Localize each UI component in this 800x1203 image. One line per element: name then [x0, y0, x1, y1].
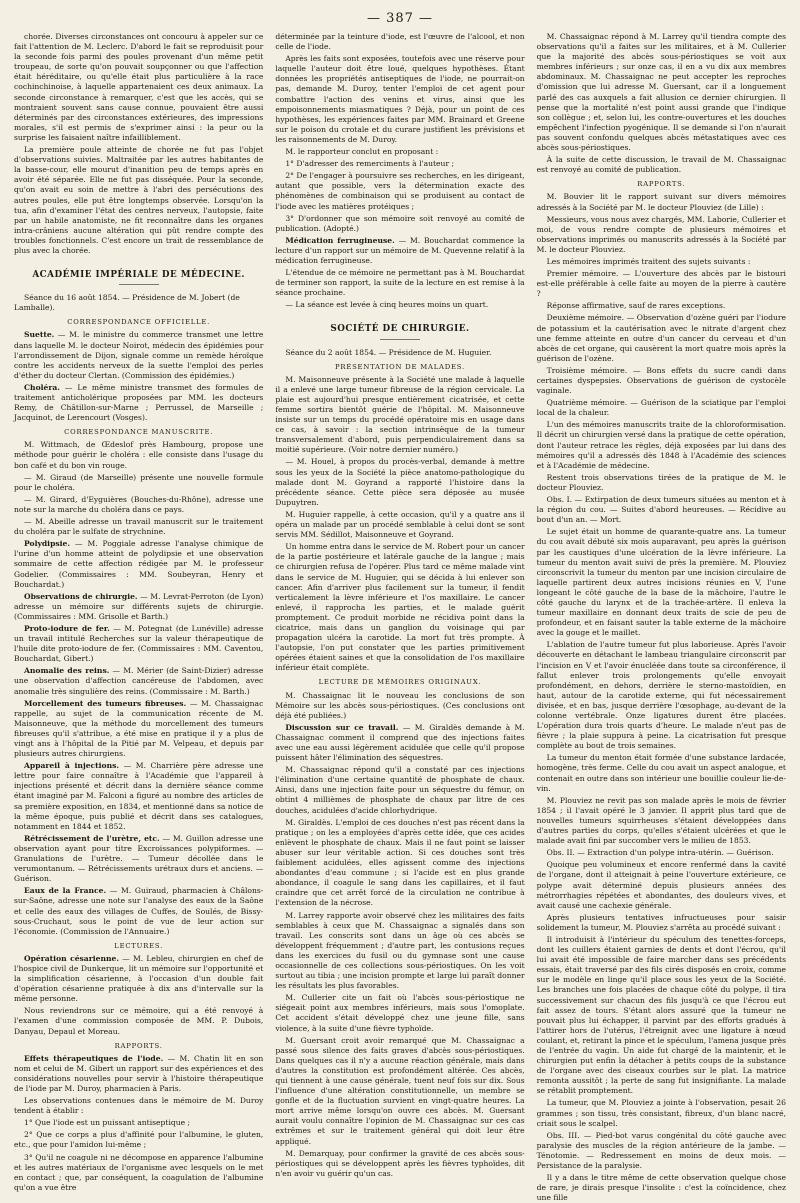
paragraph	[275, 510, 524, 540]
paragraph	[537, 495, 786, 525]
paragraph-text: — La séance est levée à cinq heures moins un quart.	[285, 300, 489, 310]
paragraph	[537, 1173, 786, 1203]
paragraph-lead: Proto-iodure de fer.	[24, 623, 110, 633]
paragraph-text: Les mémoires imprimés traitent des sujets suivants :	[546, 256, 751, 266]
paragraph-text: M. Wittmach, de Œdeslof près Hambourg, propose une méthode pour guérir le choléra : elle consiste dans l'usage du bon café et du bon vin rouge.	[14, 440, 264, 470]
paragraph-lead: Observations de chirurgie.	[24, 591, 138, 601]
paragraph	[537, 313, 786, 363]
paragraph-text: M. Bouvier lit le rapport suivant sur divers mémoires adressés à la Société par M. le docteur Plouviez (de Lille) :	[536, 192, 786, 212]
paragraph-text: Quoique peu volumineux et encore renfermé dans la cavité de l'organe, dont il atteignait à peine l'ouverture extérieure, ce polype avait déterminé depuis plusieurs années des métrorrhagies répétées et abondantes, des douleurs vives, et avait causé une cachexie générale.	[536, 860, 786, 910]
paragraph	[537, 860, 786, 910]
paragraph	[537, 913, 786, 933]
paragraph	[537, 420, 786, 470]
heading-rule	[119, 284, 159, 285]
paragraph-text: 2° De l'engager à poursuivre ses recherches, en les dirigeant, autant que possible, vers la détermination exacte des phénomènes de combinaison qui se produisent au contact de l'iode avec les matières protéiques ;	[275, 171, 525, 211]
paragraph	[275, 375, 524, 456]
paragraph-text: La tumeur, que M. Plouviez a jointe à l'observation, pesait 26 grammes ; son tissu, très consistant, fibreux, d'un blanc nacré, criait sous le scalpel.	[536, 1098, 786, 1128]
paragraph-lead: Rétrécissement de l'urètre, etc.	[24, 833, 160, 843]
paragraph-text: M. Maisonneuve présente à la Société une malade à laquelle il a enlevé une large tumeur fibreuse de la région cervicale. La plaie est aujourd'hui presque entièrement cicatrisée, et cette femme sortira bientôt guérie de l'hôpital. M. Maisonneuve insiste sur un temps du procédé opératoire mis en usage dans ce cas, à savoir : la section intrinsèque de la tumeur transversalement d'abord, puis perpendiculairement dans sa moitié supérieure. (Voir notre dernier numéro.)	[275, 374, 525, 455]
paragraph	[275, 542, 524, 673]
paragraph-text: Troisième mémoire. — Bons effets du sucre candi dans certaines dyspepsies. Observations de guérison de cystocèle vaginale.	[536, 365, 786, 396]
paragraph	[14, 473, 263, 493]
paragraph-text: M. Chassaignac répond à M. Larrey qu'il tiendra compte des observations qu'il a faites sur les militaires, et à M. Cullerier que la majorité des abcès sous-périostiques se voit aux membres inférieurs ; sur onze cas, il en a vu dix aux membres abdominaux. M. Chassaignac ne peut accepter les reproches d'omission que lui adresse M. Guersant, car il a longuement parlé des cas auxquels a fait allusion ce dernier chirurgien. Il pense que la mortalité n'est point aussi grande que l'indique son collègue ; et, selon lui, les contre-ouvertures et les douches empêchent l'infection pyogénique. Il se demande si l'on n'aurait pas souvent confondu quelques abcès métastatiques avec ces abcès sous-périostiques.	[536, 32, 786, 153]
paragraph	[14, 440, 263, 470]
paragraph-lead: Effets thérapeutiques de l'iode.	[24, 1053, 164, 1063]
subsection-heading: RAPPORTS.	[637, 180, 686, 189]
paragraph	[275, 171, 524, 211]
paragraph-text: La tumeur du menton était formée d'une substance lardacée, homogène, très ferme. Celle du cou avait un aspect analogue, et contenait en outre dans son intérieur une bouillie couleur lie-de-vin.	[536, 753, 786, 793]
paragraph	[537, 527, 786, 638]
paragraph-text: M. Giraldès. L'emploi de ces douches n'est pas récent dans la pratique ; on les a employées d'après cette idée, que ces acides enlèvent le phosphate de chaux. Mais il ne faut point se laisser abuser sur leur véritable action. Si ces douches sont très faiblement acidulées, elles agissent comme des injections abondantes d'eau commune ; si l'acide est en plus grande abondance, il coagule le sang dans les capillaires, et il faut craindre que cet arrêt forcé de la circulation ne contribue à l'extension de la nécrose.	[275, 817, 525, 908]
paragraph	[275, 457, 524, 507]
paragraph-text: Après plusieurs tentatives infructueuses pour saisir solidement la tumeur, M. Plouviez s'arrêta au procédé suivant :	[536, 912, 786, 932]
paragraph	[275, 691, 524, 721]
paragraph	[537, 796, 786, 846]
paragraph	[537, 1131, 786, 1171]
paragraph	[537, 155, 786, 175]
paragraph	[14, 1054, 263, 1094]
paragraph-text: — M. Chassaignac rappelle, au sujet de la communication récente de M. Maisonneuve, que la méthode du morcellement des tumeurs fibreuses qu'il s'attribue, a été mise en pratique il y a plus de vingt ans à l'hôpital de la Pitié par M. Velpeau, et depuis par plusieurs autres chirurgiens.	[14, 698, 264, 759]
paragraph-text: — M. Girard, d'Eyguières (Bouches-du-Rhône), adresse une note sur la marche du choléra dans ce pays.	[14, 494, 264, 514]
column-right	[536, 32, 786, 1203]
subsection-heading: CORRESPONDANCE MANUSCRITE.	[64, 428, 214, 437]
paragraph	[275, 300, 524, 310]
paragraph	[14, 834, 263, 884]
paragraph	[537, 269, 786, 299]
paragraph-text: — Le même ministre transmet des formules de traitement anticholérique proposées par MM. les docteurs Remy, de Châtillon-sur-Marne ; Perrussel, de Marseille ; Jacquinot, de Lerencourt (Vosges).	[14, 382, 264, 423]
paragraph-lead: Eaux de la France.	[24, 886, 107, 896]
paragraph-lead: Choléra.	[24, 382, 60, 392]
paragraph-text: — M. Mérier (de Saint-Dizier) adresse une observation d'affection cancéreuse de l'abdomen, avec anomalie très singulière des reins. (Commissaire : M. Barth.)	[14, 666, 264, 696]
column-middle	[275, 32, 524, 1182]
paragraph	[14, 1006, 263, 1036]
paragraph-text: — M. Guiraud, pharmacien à Châlons-sur-Saône, adresse une note sur l'analyse des eaux de la Saône et celle des eaux des villages de Cuffes, de Soulés, de Bissy-sous-Cruchaut, sous le point de vue de leur action sur l'économie. (Commission de l'Annuaire.)	[14, 886, 264, 936]
paragraph	[275, 1149, 524, 1179]
paragraph-text: — M. Abeille adresse un travail manuscrit sur le traitement du choléra par le sulfate de strychnine.	[14, 517, 264, 537]
paragraph-text: — M. Potegnat (de Lunéville) adresse un travail intitulé Recherches sur la valeur thérapeutique de l'huile dite proto-iodure de fer. (Commissaires : MM. Caventou, Bouchardat, Gibert.)	[14, 623, 264, 664]
paragraph-text: M. Chassaignac répond qu'il a constaté par ces injections l'élimination d'une certaine quantité de phosphate de chaux. Ainsi, dans une injection faite pour un séquestre du fémur, on obtint 4 millièmes de phosphate de chaux par litre de ces douches, acidulées d'acide chlorhydrique.	[275, 765, 525, 815]
paragraph-text: chorée. Diverses circonstances ont concouru à appeler sur ce fait l'attention de M. Leclerc. D'abord le fait se reproduisit pour la seconde fois parmi des poules provenant d'un même petit troupeau, de sorte qu'on pouvait soupçonner ou que l'affection était héréditaire, ou qu'elle était plus particulière à la race cochinchinoise, à laquelle appartenaient ces deux animaux. La seconde circonstance à remarquer, c'est que les accès, qui se montraient souvent sans cause connue, pouvaient être aussi déterminés par des circonstances extérieures, des impressions morales, s'il est permis de s'exprimer ainsi : la peur ou la surprise les faisaient naître infailliblement.	[14, 32, 264, 142]
paragraph-text: — M. Poggiale adresse l'analyse chimique de l'urine d'un homme atteint de polydipsie et une observation sommaire de cette affection rédigée par M. le professeur Godelier. (Commissaires : MM. Soubeyran, Henry et Bouchardat.)	[14, 539, 264, 589]
paragraph	[14, 886, 263, 936]
paragraph-text: Quatrième mémoire. — Guérison de la sciatique par l'emploi local de la chaleur.	[536, 398, 786, 418]
paragraph-text: 1° Que l'iode est un puissant antiseptique ;	[24, 1118, 191, 1128]
paragraph-lead: Suette.	[24, 330, 55, 340]
paragraph-text: Obs. I. — Extirpation de deux tumeurs situées au menton et à la région du cou. — Suites d'abord heureuses. — Récidive au bout d'un an. — Mort.	[536, 495, 786, 525]
session-line: Séance du 16 août 1854. — Présidence de M. Jobert (de Lamballe).	[14, 293, 240, 313]
paragraph-text: 2° Que ce corps a plus d'affinité pour l'albumine, le gluten, etc., que pour l'amidon lui-même ;	[14, 1130, 264, 1150]
paragraph	[537, 935, 786, 1097]
paragraph-lead: Morcellement des tumeurs fibreuses.	[24, 698, 187, 708]
paragraph	[537, 640, 786, 751]
section-heading: SOCIÉTÉ DE CHIRURGIE.	[330, 324, 470, 335]
paragraph-text: — M. Lebleu, chirurgien en chef de l'hospice civil de Dunkerque, lit un mémoire sur l'opportunité et la simplification césarienne, à l'occasion d'un double fait d'opération césarienne pratiquée à dix ans d'intervalle sur la même personne.	[14, 953, 264, 1004]
paragraph	[14, 1096, 263, 1116]
paragraph-text: Il y a dans le titre même de cette observation quelque chose de rare, je dirais presque l'insolite : c'est la coïncidence, chez une fille	[536, 1173, 786, 1203]
paragraph-text: Réponse affirmative, sauf de rares exceptions.	[546, 301, 726, 311]
paragraph-text: M. Plouviez ne revit pas son malade après le mois de février 1854 ; il l'avait opéré le 3 janvier. Il apprit plus tard que de nouvelles tumeurs squirrheuses s'étaient développées dans d'autres parties du corps, qu'elles s'étaient ulcérées et que le malade avait fini par succomber vers le milieu de 1853.	[536, 795, 786, 846]
paragraph	[275, 268, 524, 298]
paragraph-text: Restent trois observations tirées de la pratique de M. le docteur Plouviez.	[536, 472, 786, 492]
paragraph-text: — M. Levrat-Perroton (de Lyon) adresse un mémoire sur différents sujets de chirurgie. (Commissaires : MM. Grisolle et Barth.)	[14, 591, 264, 621]
paragraph-text: — M. Guillon adresse une observation ayant pour titre Excroissances polypiformes. — Granulations de l'urètre. — Tumeur décollée dans le verumontanum. — Rétrécissements urétraux durs et anciens. — Guérison.	[14, 833, 264, 884]
paragraph	[275, 911, 524, 992]
paragraph	[14, 666, 263, 696]
text-columns	[14, 32, 786, 1203]
paragraph	[537, 32, 786, 153]
paragraph-text: Il introduisit à l'intérieur du spéculum des tenettes-forceps, dont les cuillers étaient garnies de dents et dont l'écrou, qu'il lui avait été impossible de faire marcher dans ses précédents essais, était traversé par des fils cirés disposés en croix, comme sur le modèle en linge qu'il place sous les yeux de la Société. Les branches une fois placées de chaque côté du polype, il tira successivement sur chacun des fils jusqu'à ce que l'écrou eut fait assez de tours. S'étant alors assuré que la tumeur ne pouvait plus lui échapper, il parvint par des efforts gradués à l'attirer hors de l'utérus, l'étreignit avec une ligature à nœud coulant, et, retirant la pince et le spéculum, l'amena jusque près de l'entrée du vagin. Un aide fut chargé de la maintenir, et le chirurgien put enfin la détacher à petits coups de la substance de l'organe avec des ciseaux courbes sur le plat. La matrice remonta aussitôt ; la perte de sang fut insignifiante. La malade se rétablit promptement.	[536, 934, 786, 1096]
subsection-heading: PRÉSENTATION DE MALADES.	[335, 362, 465, 371]
paragraph	[275, 723, 524, 763]
paragraph-text: Obs. III. — Pied-bot varus congénital du côté gauche avec paralysie des muscles de la région antérieure de la jambe. — Ténotomie. — Redressement en moins de deux mois. — Persistance de la paralysie.	[536, 1130, 786, 1171]
paragraph	[14, 495, 263, 515]
section-heading: ACADÉMIE IMPÉRIALE DE MÉDECINE.	[32, 270, 245, 281]
paragraph	[14, 1118, 263, 1128]
paragraph	[537, 398, 786, 418]
paragraph-lead: Polydipsie.	[24, 539, 71, 549]
paragraph	[275, 214, 524, 234]
paragraph-text: Messieurs, vous nous avez chargés, MM. Laborie, Cullerier et moi, de vous rendre compte de plusieurs mémoires et observations imprimés ou manuscrits adressés à la Société par M. le docteur Plouviez.	[536, 214, 786, 254]
paragraph-text: À la suite de cette discussion, le travail de M. Chassaignac est renvoyé au comité de publication.	[536, 155, 786, 175]
paragraph-text: Le sujet était un homme de quarante-quatre ans. La tumeur du cou avait débuté six mois auparavant, peu après la guérison par les caustiques d'une ulcération de la lèvre inférieure. La tumeur du menton avait suivi de près la première. M. Plouviez circonscrivit la tumeur du menton par une incision circulaire de laquelle partirent deux autres incisions réunies en V, l'une longeant le côté gauche de la base de la mâchoire, l'autre le côté gauche du larynx et de la trachée-artère. Il enleva la tumeur maxillaire en donnant deux traits de scie de peu de profondeur, et en faisant sauter la table externe de la mâchoire avec la gouge et le maillet.	[536, 527, 786, 638]
paragraph	[14, 32, 263, 143]
paragraph-text: M. Huguier rappelle, à cette occasion, qu'il y a quatre ans il opéra un malade par un procédé semblable à celui dont se sont servis MM. Sédillot, Maisonneuve et Goyrand.	[275, 509, 525, 540]
paragraph	[14, 383, 263, 423]
page-number: — 387 —	[366, 11, 434, 26]
paragraph-lead: Opération césarienne.	[24, 953, 119, 963]
paragraph	[537, 192, 786, 212]
paragraph	[537, 848, 786, 858]
paragraph-text: M. Larrey rapporte avoir observé chez les militaires des faits semblables à ceux que M. Chassaignac a signalés dans son travail. Les conscrits sont dans un âge où ces abcès se développent fréquemment ; d'autre part, les contusions reçues dans les exercices du fusil ou du gymnase sont une cause occasionnelle de ces collections sous-périostiques. On les voit surtout au tibia ; une incision prompte et large lui paraît donner les résultats les plus favorables.	[275, 910, 525, 991]
paragraph-text: — M. Houel, à propos du procès-verbal, demande à mettre sous les yeux de la Société la pièce anatomo-pathologique du malade dont M. Goyrand a rapporté l'histoire dans la précédente séance. Cette pièce sera déposée au musée Dupuytren.	[275, 457, 525, 507]
paragraph-text: — M. le ministre du commerce transmet une lettre dans laquelle M. le docteur Noirot, médecin des épidémies pour l'arrondissement de Dijon, signale comme un remède héroïque contre les accidents nerveux de la suette l'emploi des perles d'éther du docteur Clertan. (Commission des épidémies.)	[14, 330, 264, 380]
paragraph-text: M. le rapporteur conclut en proposant :	[285, 147, 439, 157]
paragraph-text: Les observations contenues dans le mémoire de M. Duroy tendent à établir :	[14, 1096, 264, 1116]
paragraph	[14, 517, 263, 537]
paragraph-text: M. Guersant croit avoir remarqué que M. Chassaignac a passé sous silence des faits graves d'abcès sous-périostiques. Dans quelques cas il n'y a aucune réaction générale, mais dans d'autres la constitution est profondément altérée. Ces abcès, qui tiennent à une cause générale, tuent neuf fois sur dix. Sous l'influence d'une altération constitutionnelle, un membre se gonfle et de la fluctuation survient en vingt-quatre heures. La mort arrive même lorsqu'on ouvre ces abcès. M. Guersant aurait voulu connaître l'opinion de M. Chassaignac sur ces cas extrêmes et sur le traitement général qui doit leur être appliqué.	[275, 1035, 525, 1146]
paragraph-text: M. Cullerier cite un fait où l'abcès sous-périostique ne siégeait point aux membres inférieurs, mais sous l'omoplate. Cet accident s'était développé chez une jeune fille, sans violence, à la suite d'une fièvre typhoïde.	[275, 993, 525, 1033]
paragraph-text: Après les faits sont exposées, toutefois avec une réserve pour laquelle l'auteur doit être loué, quelques hypothèses. Étant données les propriétés antiseptiques de l'iode, ne pourrait-on pas, demande M. Duroy, tenter l'emploi de cet agent pour combattre l'action des venins et virus, ainsi que les empoisonnements miasmatiques ? Déjà, pour un point de ces hypothèses, les expériences faites par MM. Brainard et Greene sur le poison du crotale et du curare justifient les prévisions et les raisonnements de M. Duroy.	[275, 54, 525, 144]
paragraph-lead: Discussion sur ce travail.	[285, 722, 399, 732]
paragraph-text: L'étendue de ce mémoire ne permettant pas à M. Bouchardat de terminer son rapport, la suite de la lecture en est remise à la séance prochaine.	[275, 268, 525, 298]
paragraph-text: La première poule atteinte de chorée ne fut pas l'objet d'observations suivies. Maltraitée par les autres habitantes de la basse-cour, elle mourut d'inanition peu de temps après en avoir été séparée. Elle ne fut pas disséquée. Pour la seconde, qu'on avait eu soin de mettre à l'abri des persécutions des autres poules, elle put être longtemps observée. Lorsqu'on la tua, afin d'examiner l'état des centres nerveux, l'autopsie, faite par un habile anatomiste, ne fit reconnaître dans les organes intra-crâniens aucune altération qui pût rendre compte des troubles fonctionnels. C'est encore un trait de ressemblance de plus avec la chorée.	[14, 145, 264, 255]
paragraph-text: Premier mémoire. — L'ouverture des abcès par le bistouri est-elle préférable à celle faite au moyen de la pierre à cautère ?	[536, 269, 786, 299]
paragraph-text: Nous reviendrons sur ce mémoire, qui a été renvoyé à l'examen d'une commission composée de MM. P. Dubois, Danyau, Depaul et Moreau.	[14, 1006, 264, 1036]
paragraph	[537, 473, 786, 493]
paragraph	[275, 147, 524, 157]
paragraph	[537, 753, 786, 793]
paragraph	[14, 1130, 263, 1150]
subsection-heading: LECTURES.	[114, 941, 164, 950]
paragraph	[14, 145, 263, 256]
column-left	[14, 32, 264, 1192]
paragraph	[275, 993, 524, 1033]
paragraph	[275, 236, 524, 266]
paragraph	[14, 699, 263, 760]
paragraph	[275, 32, 524, 52]
paragraph-text: — M. Giraud (de Marseille) présente une nouvelle formule pour le choléra.	[14, 472, 264, 492]
paragraph	[14, 761, 263, 832]
subsection-heading: LECTURE DE MÉMOIRES ORIGINAUX.	[318, 678, 482, 687]
paragraph	[275, 765, 524, 815]
paragraph	[14, 1153, 263, 1193]
paragraph-text: L'un des mémoires manuscrits traite de la chloroformisation. Il décrit un chirurgien versé dans la pratique de cette opération, dont l'auteur retrace les règles, déjà exposées par lui dans des mémoires qu'il a adressés dès 1848 à l'Académie des sciences et à l'Académie de médecine.	[536, 420, 786, 470]
paragraph-text: 3° Qu'il ne coagule ni ne décompose en apparence l'albumine et les autres matériaux de l'organisme avec lesquels on le met en contact ; que, par conséquent, la coagulation de l'albumine qu'on a vue être	[14, 1152, 264, 1192]
paragraph	[14, 624, 263, 664]
paragraph	[14, 330, 263, 380]
paragraph-text: — M. Bouchardat commence la lecture d'un rapport sur un mémoire de M. Quevenne relatif à la médication ferrugineuse.	[275, 235, 525, 265]
paragraph-text: M. Demarquay, pour confirmer la gravité de ces abcès sous-périostiques qui se développent après les fièvres typhoïdes, dit n'en avoir vu guérir qu'un cas.	[275, 1148, 525, 1178]
paragraph-text: Un homme entra dans le service de M. Robert pour un cancer de la partie postérieure et latérale gauche de la langue ; mais ce chirurgien refusa de l'opérer. Plus tard ce même malade vint dans le service de M. Huguier, qui se décida à lui enlever son cancer. Afin d'arriver plus facilement sur la tumeur, il fendit verticalement la lèvre inférieure et l'os maxillaire. Le cancer enlevé, il rapprocha les parties, et le malade guérit promptement. Ce produit morbide ne récidiva point dans la cicatrice, mais dans un ganglion du voisinage qui par propagation ulcéra la carotide. La mort fut très prompte. À l'autopsie, l'on put constater que les parties primitivement opérées étaient saines et que la consolidation de l'os maxillaire inférieur était complète.	[275, 542, 525, 673]
paragraph-text: L'ablation de l'autre tumeur fut plus laborieuse. Après l'avoir découverte en détachant le lambeau triangulaire circonscrit par l'incision en V et l'avoir énucléée dans toute sa circonférence, il fallut enlever trois prolongements qu'elle envoyait profondément, en dehors, derrière le sterno-mastoïdien, en haut, autour de la carotide externe, qui fut nécessairement divisée, et en bas, jusque derrière l'œsophage, au-devant de la colonne vertébrale. Onze ligatures durent être placées. L'opération dura trois quarts d'heure. Le malade n'eut pas de fièvre ; la plaie suppura à peine. La cicatrisation fut presque complète au bout de trois semaines.	[536, 640, 786, 751]
paragraph-lead: Appareil à injections.	[24, 761, 120, 771]
subsection-heading: CORRESPONDANCE OFFICIELLE.	[67, 318, 211, 327]
paragraph	[14, 539, 263, 589]
paragraph	[537, 301, 786, 311]
paragraph	[14, 954, 263, 1004]
paragraph	[537, 215, 786, 255]
paragraph-text: M. Chassaignac lit le nouveau les conclusions de son Mémoire sur les abcès sous-périostiques. (Ces conclusions ont déjà été publiées.)	[275, 690, 525, 720]
paragraph-text: déterminée par la teinture d'iode, est l'œuvre de l'alcool, et non celle de l'iode.	[275, 32, 525, 52]
paragraph-text: 1° D'adresser des remerciments à l'auteur ;	[285, 159, 455, 169]
paragraph	[537, 366, 786, 396]
paragraph	[275, 159, 524, 169]
heading-rule	[380, 339, 420, 340]
paragraph-lead: Anomalie des reins.	[24, 666, 110, 676]
paragraph	[537, 257, 786, 267]
paragraph	[275, 818, 524, 909]
paragraph	[275, 1036, 524, 1147]
paragraph-text: — M. Giraldès demande à M. Chassaignac comment il comprend que des injections faites avec une eau aussi légèrement acidulée que celle qu'il propose puissent hâter l'élimination des séquestres.	[275, 722, 525, 763]
session-line: Séance du 2 août 1854. — Présidence de M. Huguier.	[285, 347, 492, 357]
paragraph-lead: Médication ferrugineuse.	[285, 235, 395, 245]
subsection-heading: RAPPORTS.	[114, 1041, 163, 1050]
paragraph-text: — M. Chatin lit en son nom et celui de M. Gibert un rapport sur des expériences et des considérations nouvelles pour servir à l'histoire thérapeutique de l'iode par M. Duroy, pharmacien à Paris.	[14, 1053, 264, 1093]
paragraph-text: — M. Charrière père adresse une lettre pour faire connaître à l'Académie que l'appareil à injections présenté et décrit dans la dernière séance comme étant imaginé par M. Falconi a figuré au nombre des articles de sa première exposition, en 1834, et mentionné dans sa notice de la même époque, puis publié et décrit dans ses catalogues, notamment en 1844 et 1852.	[14, 761, 264, 831]
paragraph	[537, 1098, 786, 1128]
paragraph	[14, 592, 263, 622]
paragraph	[275, 54, 524, 145]
paragraph-text: Deuxième mémoire. — Observation d'ozène guéri par l'iodure de potassium et la cautérisation avec le nitrate d'argent chez une femme atteinte en outre d'un cancer du cerveau et d'un abcès de cet organe, qui causèrent la mort quatre mois après la guérison de l'ozène.	[536, 313, 786, 363]
paragraph-text: Obs. II. — Extraction d'un polype intra-utérin. — Guérison.	[546, 848, 774, 858]
paragraph-text: 3° D'ordonner que son mémoire soit renvoyé au comité de publication. (Adopté.)	[275, 213, 525, 233]
